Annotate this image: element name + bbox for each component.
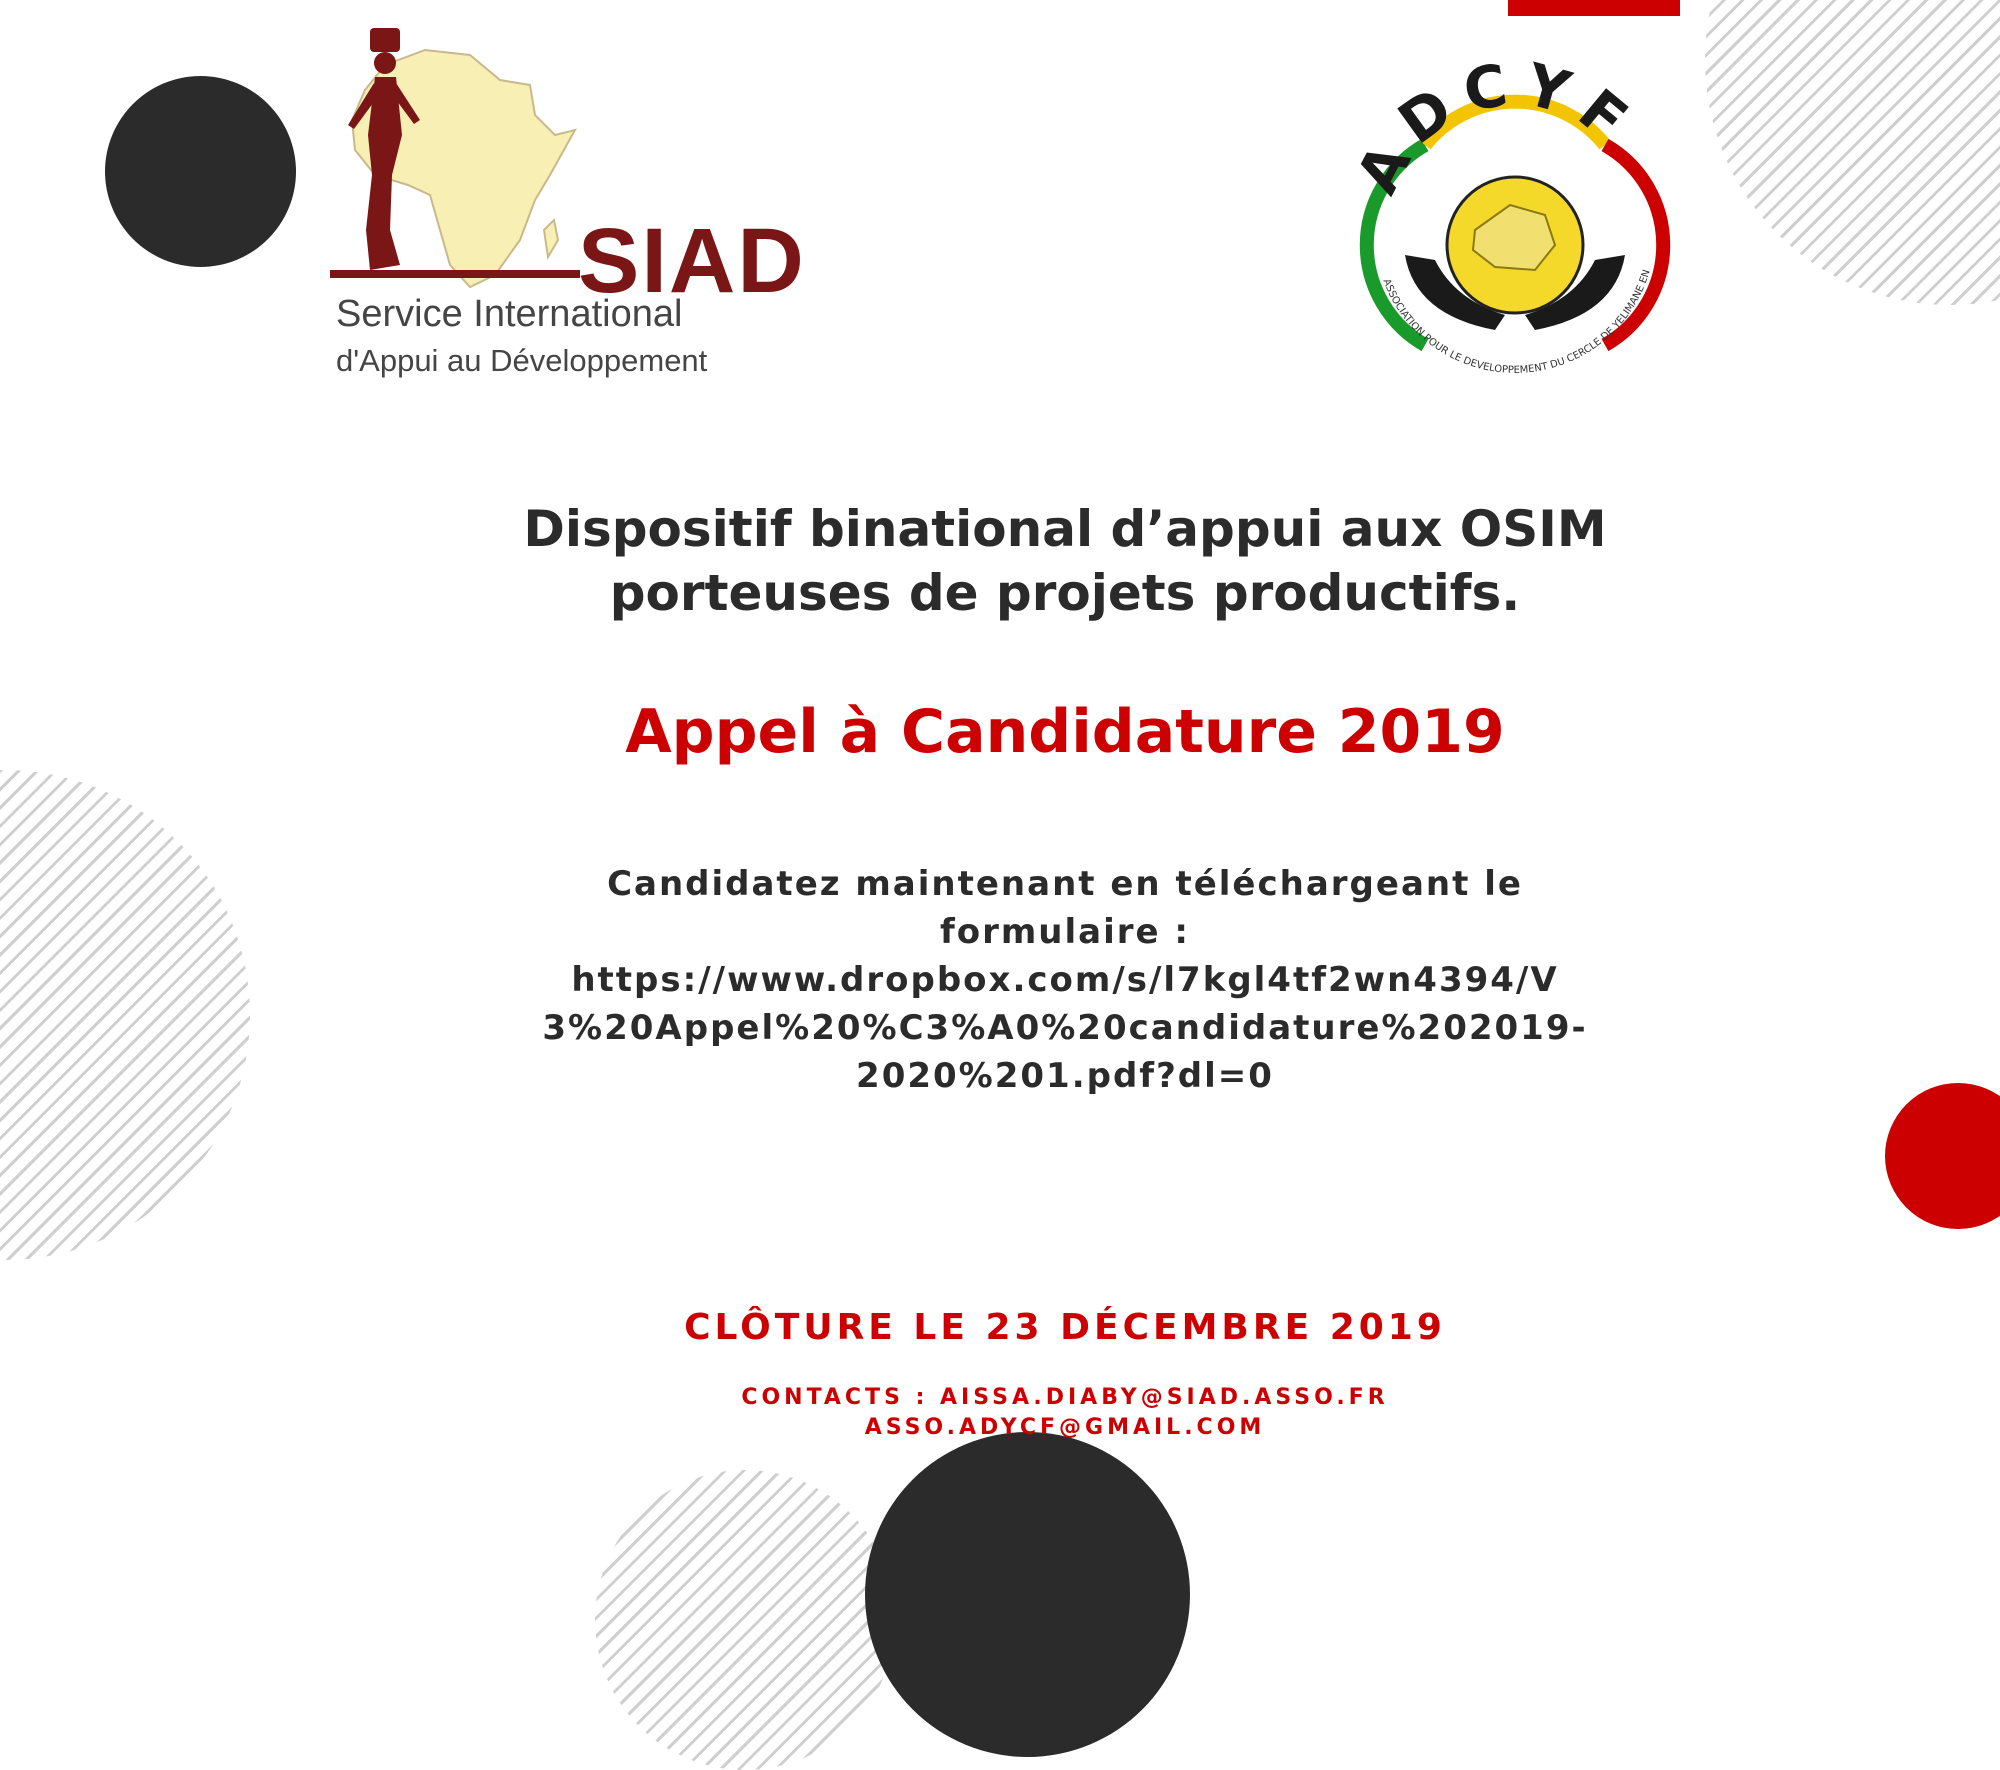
body-line1: Candidatez maintenant en téléchargeant le	[607, 864, 1523, 904]
adcyf-ring-text: ASSOCIATION POUR LE DEVELOPPEMENT DU CERCLE DE YELIMANE EN	[1380, 268, 1653, 376]
call-title: Appel à Candidature 2019	[625, 697, 1505, 767]
headline-line2: porteuses de projets productifs.	[609, 564, 1521, 622]
contact-line1[interactable]: CONTACTS : AISSA.DIABY@SIAD.ASSO.FR	[741, 1385, 1389, 1410]
siad-logo	[330, 25, 810, 385]
form-url-line1[interactable]: https://www.dropbox.com/s/l7kgl4tf2wn4394/V	[571, 960, 1559, 1000]
headline-line1: Dispositif binational d’appui aux OSIM	[523, 500, 1607, 558]
contacts	[500, 1383, 1630, 1443]
siad-name-line2: d'Appui au Développement	[336, 343, 708, 378]
contact-line2[interactable]: ASSO.ADYCF@GMAIL.COM	[864, 1415, 1266, 1440]
headline	[500, 497, 1630, 625]
hatched-circle-bottom	[595, 1470, 895, 1770]
red-top-bar	[1508, 0, 1680, 16]
red-circle-right	[1885, 1083, 2000, 1229]
body-line2: formulaire :	[939, 912, 1191, 952]
adcyf-logo	[1345, 55, 1685, 425]
adcyf-emblem	[1345, 55, 1685, 425]
hatched-circle-top-right	[1705, 0, 2000, 305]
form-url-line3[interactable]: 2020%201.pdf?dl=0	[856, 1056, 1274, 1096]
form-url-line2[interactable]: 3%20Appel%20%C3%A0%20candidature%202019-	[542, 1008, 1588, 1048]
siad-acronym: SIAD	[578, 210, 806, 312]
closing-date: CLÔTURE LE 23 DÉCEMBRE 2019	[684, 1307, 1446, 1348]
hatched-circle-left	[0, 770, 250, 1260]
adcyf-acronym: ADCYF	[1345, 55, 1650, 205]
dark-circle-top-left	[105, 76, 296, 267]
body-text	[500, 860, 1630, 1100]
dark-circle-bottom	[865, 1432, 1190, 1757]
siad-name-line1: Service International	[336, 293, 683, 335]
